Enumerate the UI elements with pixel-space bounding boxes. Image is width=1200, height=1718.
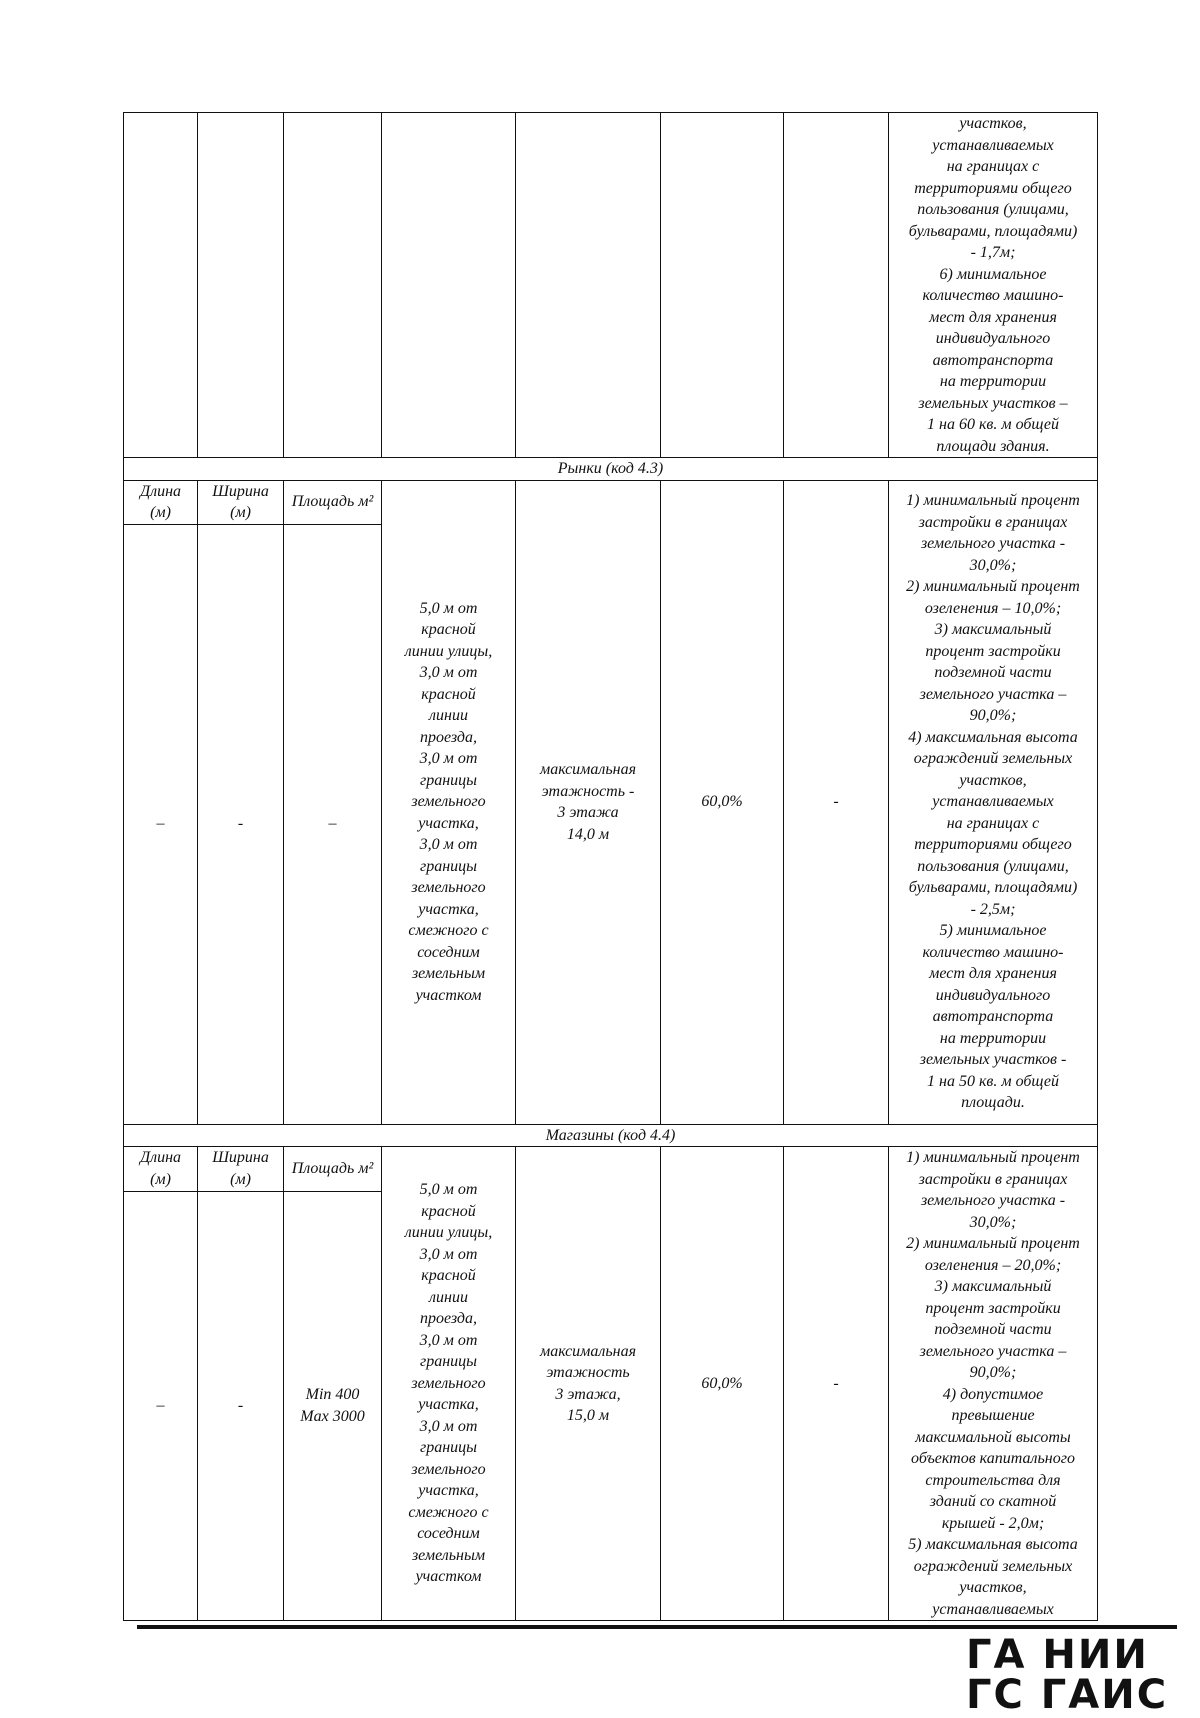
continuation-row xyxy=(124,113,1098,458)
coverage-cell: 60,0% xyxy=(661,480,784,1124)
section-title: Магазины (код 4.4) xyxy=(124,1124,1098,1147)
empty-cell xyxy=(784,113,889,458)
height-cell: максимальная этажность 3 этажа, 15,0 м xyxy=(516,1147,661,1621)
organization-logo xyxy=(966,1632,1169,1718)
empty-cell xyxy=(661,113,784,458)
section-title: Рынки (код 4.3) xyxy=(124,458,1098,481)
logo-line-2: ГС ГАИС xyxy=(966,1672,1169,1718)
length-value: – xyxy=(124,1191,198,1620)
length-header: Длина (м) xyxy=(124,1147,198,1192)
area-value: Min 400 Max 3000 xyxy=(284,1191,382,1620)
notes-cell: 1) минимальный процент застройки в границах земельного участка - 30,0%; 2) минимальный процент озеленения – 20,0%; 3) максимальный процент застройки подземной части земельного участка – 90,0%; 4) допустимое превышение максимальной высоты объектов капитального строительства для зданий со скатной крышей - 2,0м; 5) максимальная высота ограждений земельных участков, устанавливаемых xyxy=(889,1147,1098,1621)
footer-rule xyxy=(137,1625,1177,1629)
width-value: - xyxy=(198,524,284,1124)
other-cell: - xyxy=(784,1147,889,1621)
empty-cell xyxy=(516,113,661,458)
empty-cell xyxy=(284,113,382,458)
empty-cell xyxy=(382,113,516,458)
zoning-parameters-table xyxy=(123,112,1098,1621)
empty-cell xyxy=(124,113,198,458)
header-row xyxy=(124,480,1098,524)
width-header: Ширина (м) xyxy=(198,1147,284,1192)
section-title-row xyxy=(124,1124,1098,1147)
area-header: Площадь м² xyxy=(284,480,382,524)
area-value: – xyxy=(284,524,382,1124)
height-cell: максимальная этажность - 3 этажа 14,0 м xyxy=(516,480,661,1124)
setbacks-cell: 5,0 м от красной линии улицы, 3,0 м от красной линии проезда, 3,0 м от границы земельного участка, 3,0 м от границы земельного участка, смежного с соседним земельным участком xyxy=(382,1147,516,1621)
length-header: Длина (м) xyxy=(124,480,198,524)
logo-line-1: ГА НИИ xyxy=(966,1632,1149,1678)
length-value: – xyxy=(124,524,198,1124)
empty-cell xyxy=(198,113,284,458)
notes-cell: 1) минимальный процент застройки в границах земельного участка - 30,0%; 2) минимальный процент озеленения – 10,0%; 3) максимальный процент застройки подземной части земельного участка – 90,0%; 4) максимальная высота ограждений земельных участков, устанавливаемых на границах с территориями общего пользования (улицами, бульварами, площадями) - 2,5м; 5) минимальное количество машино- мест для хранения индивидуального автотранспорта на территории земельных участков - 1 на 50 кв. м общей площади. xyxy=(889,480,1098,1124)
section-title-row xyxy=(124,458,1098,481)
notes-cell: участков, устанавливаемых на границах с территориями общего пользования (улицами, бульварами, площадями) - 1,7м; 6) минимальное количество машино- мест для хранения индивидуального автотранспорта на территории земельных участков – 1 на 60 кв. м общей площади здания. xyxy=(889,113,1098,458)
header-row xyxy=(124,1147,1098,1192)
coverage-cell: 60,0% xyxy=(661,1147,784,1621)
area-header: Площадь м² xyxy=(284,1147,382,1192)
width-value: - xyxy=(198,1191,284,1620)
width-header: Ширина (м) xyxy=(198,480,284,524)
setbacks-cell: 5,0 м от красной линии улицы, 3,0 м от красной линии проезда, 3,0 м от границы земельного участка, 3,0 м от границы земельного участка, смежного с соседним земельным участком xyxy=(382,480,516,1124)
other-cell: - xyxy=(784,480,889,1124)
